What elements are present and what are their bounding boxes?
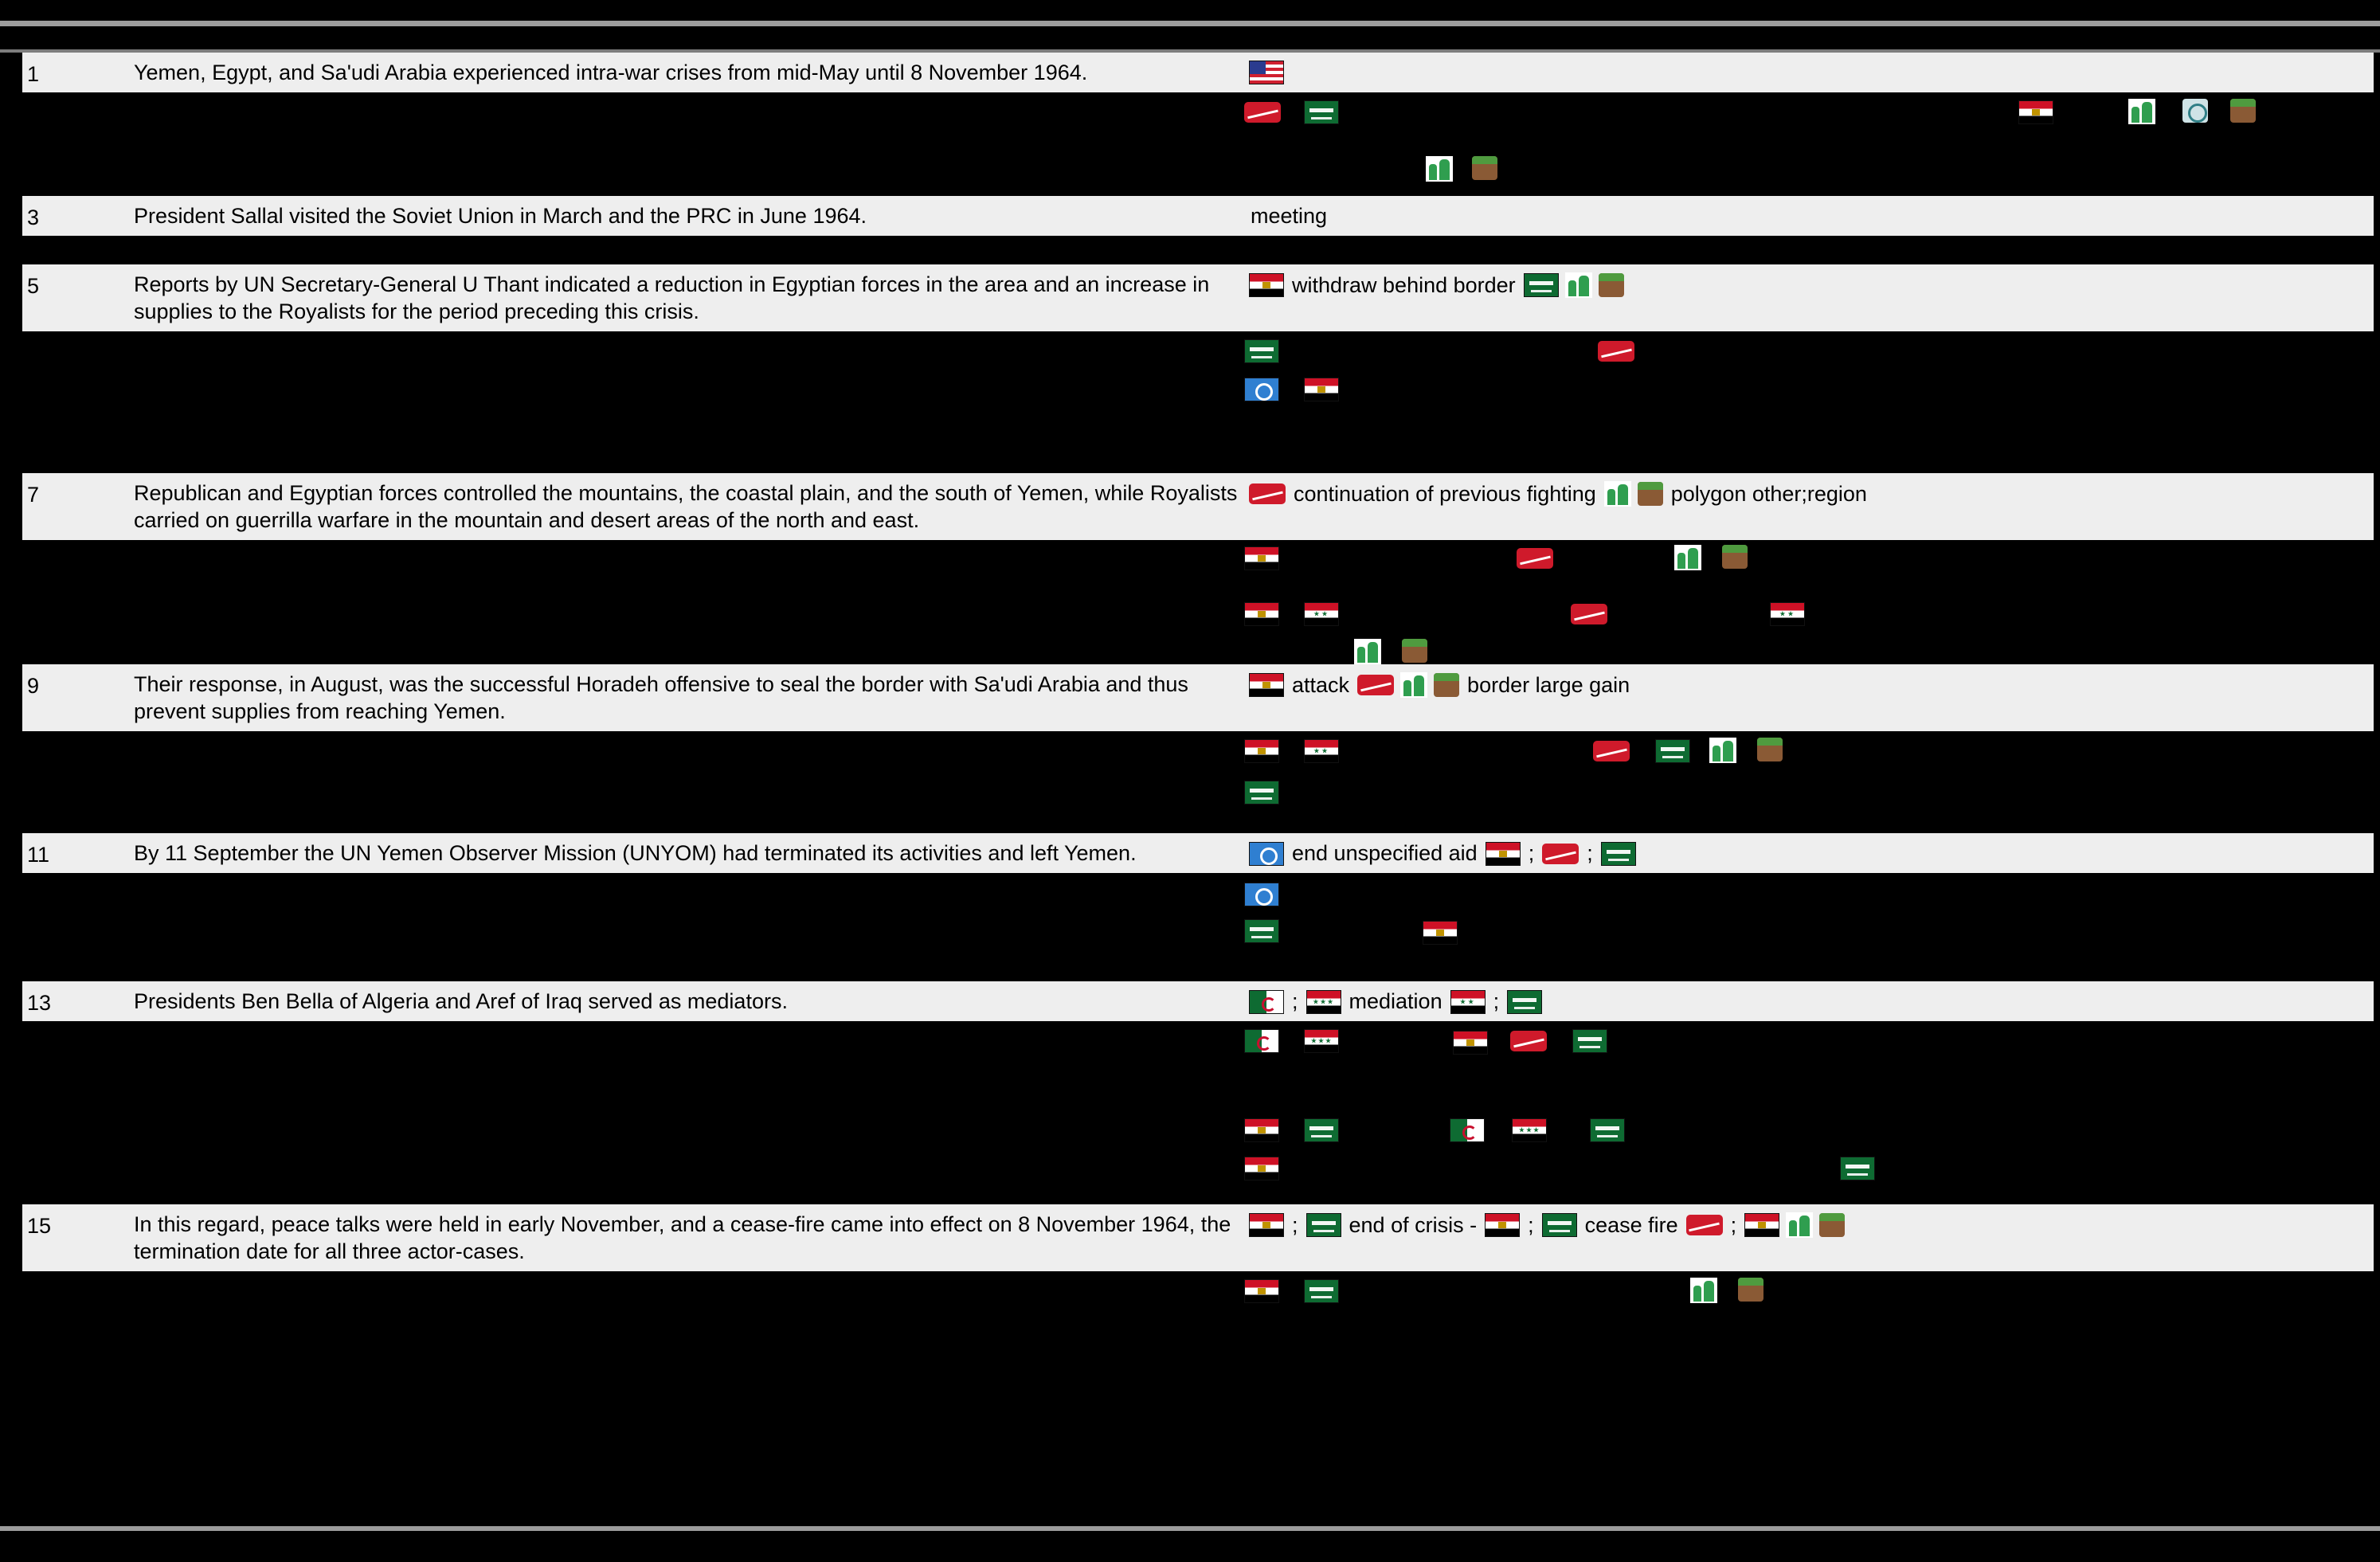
row-number: 5 (27, 274, 40, 298)
troops-icon (1565, 272, 1592, 298)
code-label: withdraw behind border (1292, 272, 1516, 297)
flag-iraq-icon (1512, 1118, 1547, 1142)
coding-row (22, 1204, 2374, 1271)
row-code-annotations (1249, 981, 2374, 1020)
flag-saudi-arabia-icon (1655, 739, 1690, 763)
troops-icon (1786, 1212, 1813, 1238)
code-label: mediation (1349, 989, 1442, 1013)
flag-egypt-icon (1249, 673, 1284, 697)
flag-egypt-icon (1744, 1213, 1779, 1237)
violence-icon (1510, 1031, 1547, 1051)
band-after-row-13 (0, 1021, 2380, 1204)
band-after-row-15 (0, 1271, 2380, 1359)
row-number: 3 (27, 206, 40, 229)
band-after-row-7 (0, 540, 2380, 664)
flag-united-nations-icon (1244, 883, 1279, 906)
flag-egypt-icon (1244, 1118, 1279, 1142)
terrain-region-icon (1434, 673, 1459, 697)
troops-icon (1426, 156, 1453, 182)
flag-saudi-arabia-icon (1601, 842, 1636, 866)
flag-egypt-icon (1453, 1031, 1488, 1055)
flag-saudi-arabia-icon (1572, 1029, 1607, 1053)
code-label: attack (1292, 672, 1350, 697)
flag-algeria-icon (1249, 990, 1284, 1014)
flag-iraq-icon (1304, 1029, 1339, 1053)
code-label: border large gain (1467, 672, 1630, 697)
troops-icon (2128, 99, 2155, 124)
violence-icon (1598, 341, 1634, 362)
violence-icon (1357, 675, 1394, 695)
flag-egypt-icon (1249, 273, 1284, 297)
row-sentence-text: By 11 September the UN Yemen Observer Mission (UNYOM) had terminated its activities and left Yemen. (134, 841, 1137, 865)
terrain-region-icon (1738, 1278, 1763, 1302)
flag-egypt-icon (1244, 739, 1279, 763)
flag-usa-icon (1249, 61, 1284, 84)
row-code-annotations (1249, 833, 2374, 872)
flag-egypt-icon (1485, 1213, 1520, 1237)
row-number: 13 (27, 991, 52, 1015)
band-after-row-11 (0, 873, 2380, 981)
coding-row (22, 664, 2374, 731)
flag-syria-icon (1450, 990, 1486, 1014)
flag-algeria-icon (1450, 1118, 1485, 1142)
row-code-annotations (1249, 196, 2374, 235)
troops-icon (1690, 1278, 1717, 1303)
globe-other-icon (2182, 99, 2208, 123)
flag-egypt-icon (2018, 100, 2053, 124)
code-separator: ; (1730, 1212, 1737, 1237)
flag-saudi-arabia-icon (1304, 1279, 1339, 1303)
troops-icon (1354, 639, 1381, 664)
troops-icon (1400, 672, 1427, 698)
bottom-divider-rule (0, 1526, 2380, 1531)
row-sentence-text: President Sallal visited the Soviet Union in March and the PRC in June 1964. (134, 204, 867, 228)
flag-saudi-arabia-icon (1244, 919, 1279, 943)
coding-sheet-rows (0, 53, 2380, 1359)
code-separator: ; (1292, 989, 1298, 1013)
violence-icon (1593, 741, 1630, 761)
flag-egypt-icon (1249, 1213, 1284, 1237)
row-sentence-text: Reports by UN Secretary-General U Thant indicated a reduction in Egyptian forces in the area and an increase in supplies to the Royalists for the period preceding this crisis. (134, 272, 1210, 323)
row-number: 15 (27, 1214, 52, 1238)
row-number: 7 (27, 483, 40, 507)
troops-icon (1604, 481, 1631, 507)
code-label: continuation of previous fighting (1294, 481, 1596, 506)
flag-algeria-icon (1244, 1029, 1279, 1053)
coding-row (22, 473, 2374, 540)
row-code-annotations (1249, 664, 2374, 704)
terrain-region-icon (1757, 738, 1783, 761)
flag-saudi-arabia-icon (1542, 1213, 1577, 1237)
code-separator: ; (1528, 841, 1535, 865)
violence-icon (1542, 844, 1579, 864)
row-sentence-text: Republican and Egyptian forces controlled the mountains, the coastal plain, and the south of Yemen, while Royalists carried on guerrilla warfare in the mountain and desert areas of the north and east. (134, 481, 1238, 532)
flag-egypt-icon (1244, 1279, 1279, 1303)
code-label: end unspecified aid (1292, 841, 1478, 865)
coding-row (22, 53, 2374, 92)
flag-united-nations-icon (1244, 378, 1279, 401)
flag-saudi-arabia-icon (1590, 1118, 1625, 1142)
band-after-row-1 (0, 92, 2380, 196)
terrain-region-icon (1819, 1213, 1845, 1237)
terrain-region-icon (1472, 156, 1497, 180)
coding-row (22, 981, 2374, 1021)
coding-row (22, 196, 2374, 236)
terrain-region-icon (1638, 482, 1663, 506)
violence-icon (1249, 483, 1286, 504)
flag-saudi-arabia-icon (1244, 781, 1279, 804)
code-label: end of crisis - (1349, 1212, 1478, 1237)
code-label: cease fire (1584, 1212, 1678, 1237)
row-sentence-text: Their response, in August, was the successful Horadeh offensive to seal the border with Sa'udi Arabia and thus prevent supplies from reaching Yemen. (134, 672, 1188, 723)
flag-egypt-icon (1244, 1157, 1279, 1180)
band-after-row-5 (0, 331, 2380, 473)
code-separator: ; (1587, 841, 1593, 865)
row-code-annotations (1249, 1204, 2374, 1244)
row-number: 11 (27, 843, 50, 867)
row-code-annotations (1249, 264, 2374, 304)
coding-row (22, 833, 2374, 873)
top-divider-rule (0, 21, 2380, 26)
row-sentence-text: In this regard, peace talks were held in early November, and a cease-fire came into effect on 8 November 1964, the termination date for all three actor-cases. (134, 1212, 1231, 1263)
row-number: 9 (27, 674, 40, 698)
row-number: 1 (27, 62, 40, 86)
row-sentence-text: Yemen, Egypt, and Sa'udi Arabia experienced intra-war crises from mid-May until 8 November 1964. (134, 61, 1088, 84)
violence-icon (1244, 102, 1281, 123)
code-label: polygon other;region (1670, 481, 1867, 506)
row-sentence-text: Presidents Ben Bella of Algeria and Aref of Iraq served as mediators. (134, 989, 788, 1013)
code-separator: ; (1493, 989, 1500, 1013)
flag-egypt-icon (1244, 602, 1279, 626)
flag-syria-icon (1770, 602, 1805, 626)
flag-saudi-arabia-icon (1840, 1157, 1875, 1180)
terrain-region-icon (2230, 99, 2256, 123)
flag-saudi-arabia-icon (1524, 273, 1559, 297)
violence-icon (1686, 1215, 1723, 1235)
row-code-annotations (1249, 473, 2374, 513)
band-after-row-3 (0, 236, 2380, 264)
code-separator: ; (1292, 1212, 1298, 1237)
code-separator: ; (1528, 1212, 1534, 1237)
troops-icon (1709, 738, 1736, 763)
violence-icon (1517, 548, 1553, 569)
flag-egypt-icon (1486, 842, 1521, 866)
flag-saudi-arabia-icon (1304, 1118, 1339, 1142)
terrain-region-icon (1722, 545, 1748, 569)
terrain-region-icon (1599, 273, 1624, 297)
flag-saudi-arabia-icon (1244, 339, 1279, 363)
band-after-row-9 (0, 731, 2380, 833)
coding-row (22, 264, 2374, 331)
troops-icon (1674, 545, 1701, 570)
flag-syria-icon (1304, 602, 1339, 626)
flag-syria-icon (1304, 739, 1339, 763)
flag-saudi-arabia-icon (1304, 100, 1339, 124)
flag-egypt-icon (1304, 378, 1339, 401)
row-code-annotations (1249, 53, 2374, 91)
flag-egypt-icon (1244, 546, 1279, 570)
code-label: meeting (1251, 204, 1328, 228)
flag-saudi-arabia-icon (1507, 990, 1542, 1014)
terrain-region-icon (1402, 639, 1427, 663)
flag-saudi-arabia-icon (1306, 1213, 1341, 1237)
flag-united-nations-icon (1249, 842, 1284, 866)
flag-egypt-icon (1423, 921, 1458, 945)
flag-iraq-icon (1306, 990, 1341, 1014)
violence-icon (1571, 604, 1607, 624)
